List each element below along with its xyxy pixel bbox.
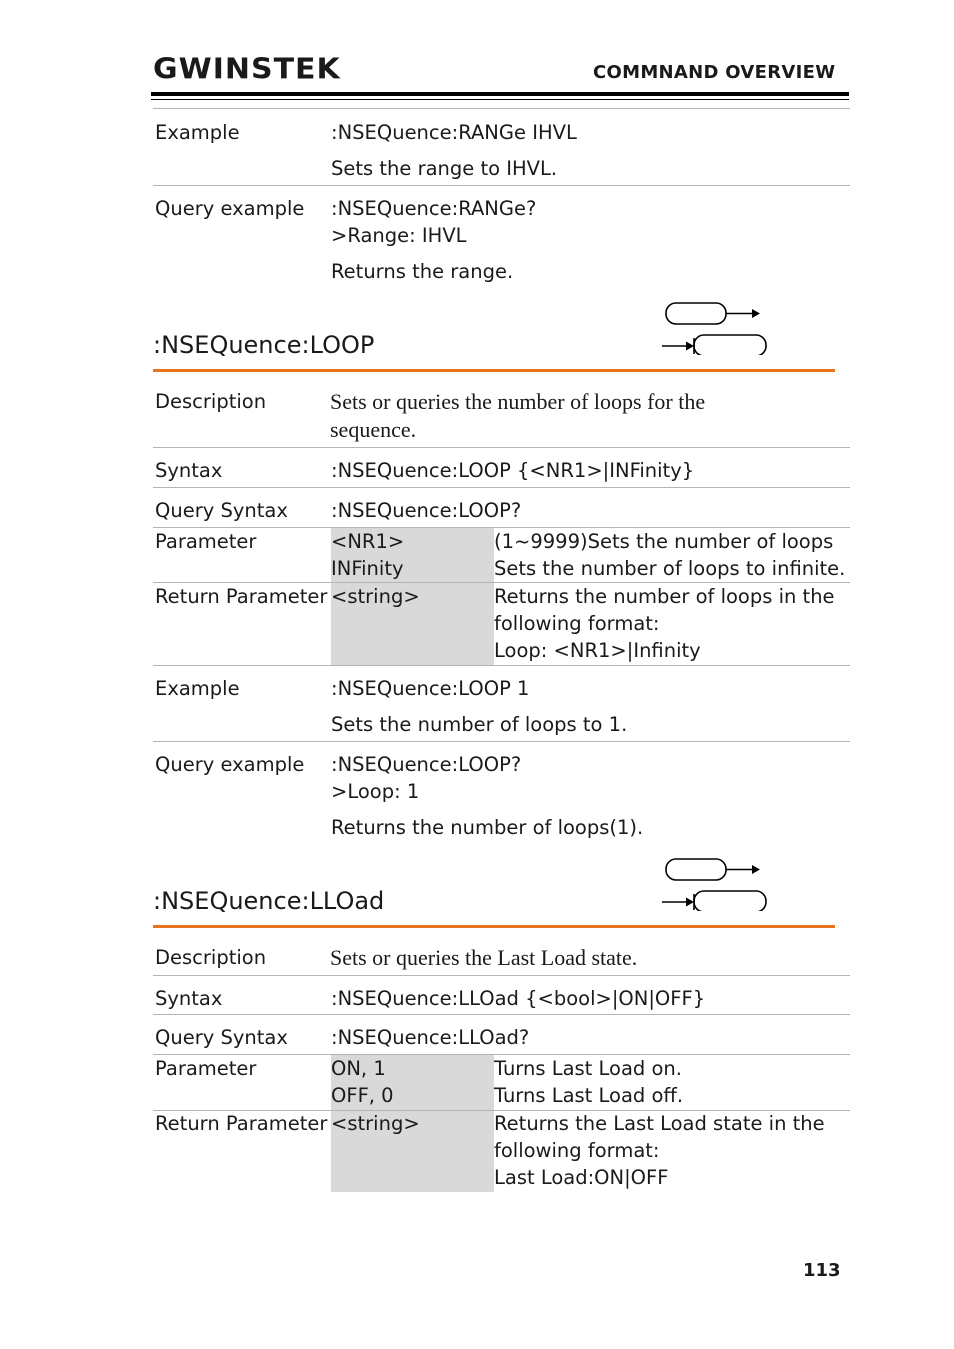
description-label: Description — [155, 390, 267, 413]
divider — [153, 665, 850, 666]
parameter-description: Sets the number of loops to infinite. — [494, 557, 846, 580]
example-description: Sets the number of loops to 1. — [331, 713, 628, 736]
query-example-label: Query example — [155, 753, 305, 776]
query-example-label: Query example — [155, 197, 305, 220]
section-accent-rule — [153, 925, 835, 928]
divider — [153, 1014, 850, 1015]
syntax: :NSEQuence:LOOP {<NR1>|INFinity} — [331, 459, 695, 482]
parameter-description: Turns Last Load off. — [494, 1084, 684, 1107]
return-parameter-value: <string> — [331, 1112, 420, 1135]
query-example-command: :NSEQuence:RANGe? — [331, 197, 537, 220]
query-example-response: >Range: IHVL — [331, 224, 467, 247]
example-description: Sets the range to IHVL. — [331, 157, 558, 180]
parameter-value: <NR1> — [331, 530, 405, 553]
return-description: following format: — [494, 612, 660, 635]
divider — [153, 447, 850, 448]
return-description: following format: — [494, 1139, 660, 1162]
divider — [153, 741, 850, 742]
section-title-lload: :NSEQuence:LLOad — [153, 887, 385, 915]
syntax: :NSEQuence:LLOad {<bool>|ON|OFF} — [331, 987, 706, 1010]
parameter-description: (1~9999)Sets the number of loops — [494, 530, 834, 553]
parameter-value: OFF, 0 — [331, 1084, 394, 1107]
example-command: :NSEQuence:RANGe IHVL — [331, 121, 577, 144]
parameter-value: ON, 1 — [331, 1057, 386, 1080]
example-label: Example — [155, 677, 240, 700]
query-example-response: >Loop: 1 — [331, 780, 420, 803]
divider — [153, 108, 850, 109]
query-syntax-label: Query Syntax — [155, 1026, 288, 1049]
syntax-label: Syntax — [155, 459, 223, 482]
return-parameter-label: Return Parameter — [155, 585, 328, 608]
parameter-description: Turns Last Load on. — [494, 1057, 682, 1080]
divider — [153, 487, 850, 488]
query-syntax: :NSEQuence:LLOad? — [331, 1026, 530, 1049]
page-number: 113 — [803, 1260, 841, 1281]
description: Sets or queries the Last Load state. — [330, 945, 638, 970]
divider — [153, 185, 850, 186]
divider — [153, 975, 850, 976]
description-line-2: sequence. — [330, 417, 417, 442]
query-example-description: Returns the number of loops(1). — [331, 816, 644, 839]
header-rule — [151, 92, 849, 96]
parameter-label: Parameter — [155, 530, 257, 553]
syntax-label: Syntax — [155, 987, 223, 1010]
set-query-icon — [660, 300, 770, 355]
description-line-1: Sets or queries the number of loops for the — [330, 389, 706, 414]
set-query-icon — [660, 856, 770, 911]
query-syntax-label: Query Syntax — [155, 499, 288, 522]
query-example-command: :NSEQuence:LOOP? — [331, 753, 522, 776]
header-title: COMMNAND OVERVIEW — [593, 62, 836, 83]
gwinstek-logo: GWINSTEK — [153, 52, 341, 87]
header-rule-thin — [151, 99, 849, 100]
return-description: Last Load:ON|OFF — [494, 1166, 669, 1189]
description-label: Description — [155, 946, 267, 969]
section-title-loop: :NSEQuence:LOOP — [153, 331, 375, 359]
return-description: Loop: <NR1>|Infinity — [494, 639, 701, 662]
return-parameter-value: <string> — [331, 585, 420, 608]
example-label: Example — [155, 121, 240, 144]
query-syntax: :NSEQuence:LOOP? — [331, 499, 522, 522]
parameter-value: INFinity — [331, 557, 404, 580]
return-description: Returns the Last Load state in the — [494, 1112, 825, 1135]
section-accent-rule — [153, 369, 835, 372]
parameter-label: Parameter — [155, 1057, 257, 1080]
example-command: :NSEQuence:LOOP 1 — [331, 677, 530, 700]
query-example-description: Returns the range. — [331, 260, 514, 283]
return-parameter-label: Return Parameter — [155, 1112, 328, 1135]
return-description: Returns the number of loops in the — [494, 585, 835, 608]
